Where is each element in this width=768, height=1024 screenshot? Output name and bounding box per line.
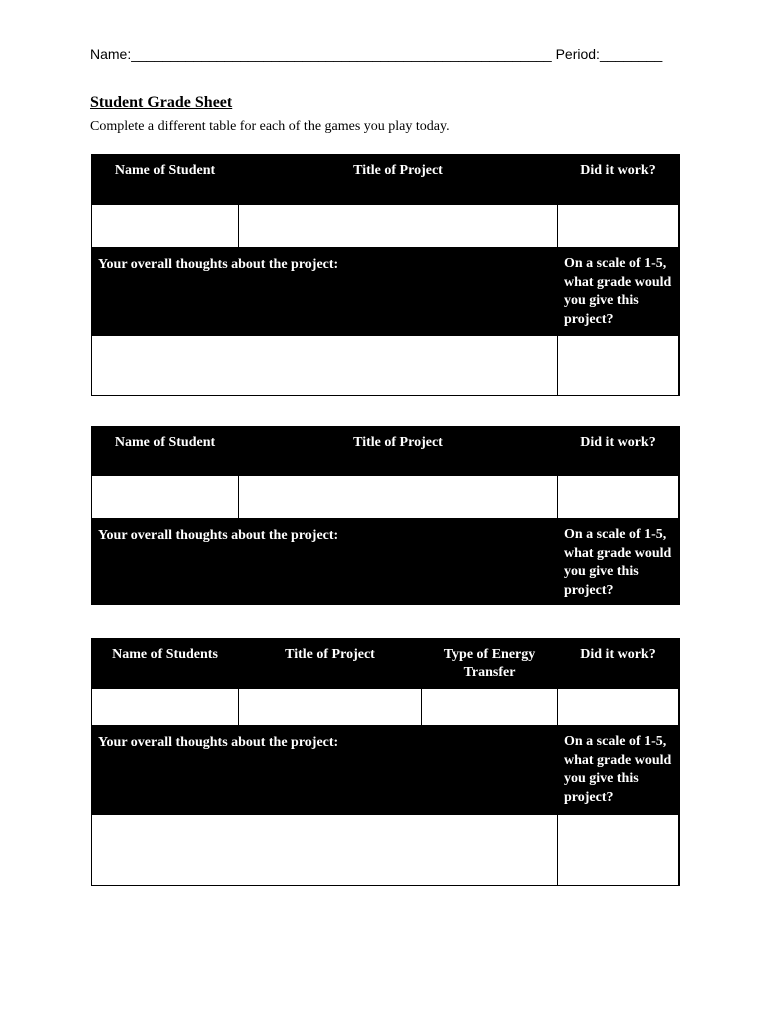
name-period-line (90, 46, 662, 62)
thoughts-cell[interactable] (92, 815, 557, 885)
project-title-cell[interactable] (239, 476, 557, 518)
period-blank[interactable]: ________ (599, 46, 663, 62)
did-it-work-cell[interactable] (558, 205, 678, 247)
header-energy-transfer: Type of Energy Transfer (422, 638, 557, 688)
instructions: Complete a different table for each of the games you play today. (90, 119, 450, 134)
scale-header: On a scale of 1-5, what grade would you give this project? (558, 519, 678, 605)
did-it-work-cell[interactable] (558, 689, 678, 725)
grade-table-3 (91, 638, 680, 886)
grade-table-1 (91, 154, 680, 396)
period-label: Period: (555, 46, 600, 62)
header-title-of-project: Title of Project (239, 426, 557, 475)
student-name-cell[interactable] (92, 476, 238, 518)
header-did-it-work: Did it work? (558, 426, 678, 475)
grade-table-2 (91, 426, 680, 605)
header-name-of-student: Name of Student (92, 426, 238, 475)
header-did-it-work: Did it work? (558, 154, 678, 204)
name-blank[interactable]: ______________________________________________________ (131, 46, 552, 62)
scale-header: On a scale of 1-5, what grade would you give this project? (558, 248, 678, 335)
header-did-it-work: Did it work? (558, 638, 678, 688)
page-title: Student Grade Sheet (90, 94, 233, 111)
header-title-of-project: Title of Project (239, 154, 557, 204)
student-name-cell[interactable] (92, 205, 238, 247)
did-it-work-cell[interactable] (558, 476, 678, 518)
header-name-of-students: Name of Students (92, 638, 238, 688)
header-name-of-student: Name of Student (92, 154, 238, 204)
name-label: Name: (90, 46, 132, 62)
project-title-cell[interactable] (239, 205, 557, 247)
student-names-cell[interactable] (92, 689, 238, 725)
thoughts-header: Your overall thoughts about the project: (92, 519, 557, 605)
grade-cell[interactable] (558, 336, 678, 395)
thoughts-header: Your overall thoughts about the project: (92, 248, 557, 335)
energy-transfer-cell[interactable] (422, 689, 557, 725)
scale-header: On a scale of 1-5, what grade would you give this project? (558, 726, 678, 814)
thoughts-cell[interactable] (92, 336, 557, 395)
grade-cell[interactable] (558, 815, 678, 885)
project-title-cell[interactable] (239, 689, 421, 725)
header-title-of-project: Title of Project (239, 638, 421, 688)
thoughts-header: Your overall thoughts about the project: (92, 726, 557, 814)
